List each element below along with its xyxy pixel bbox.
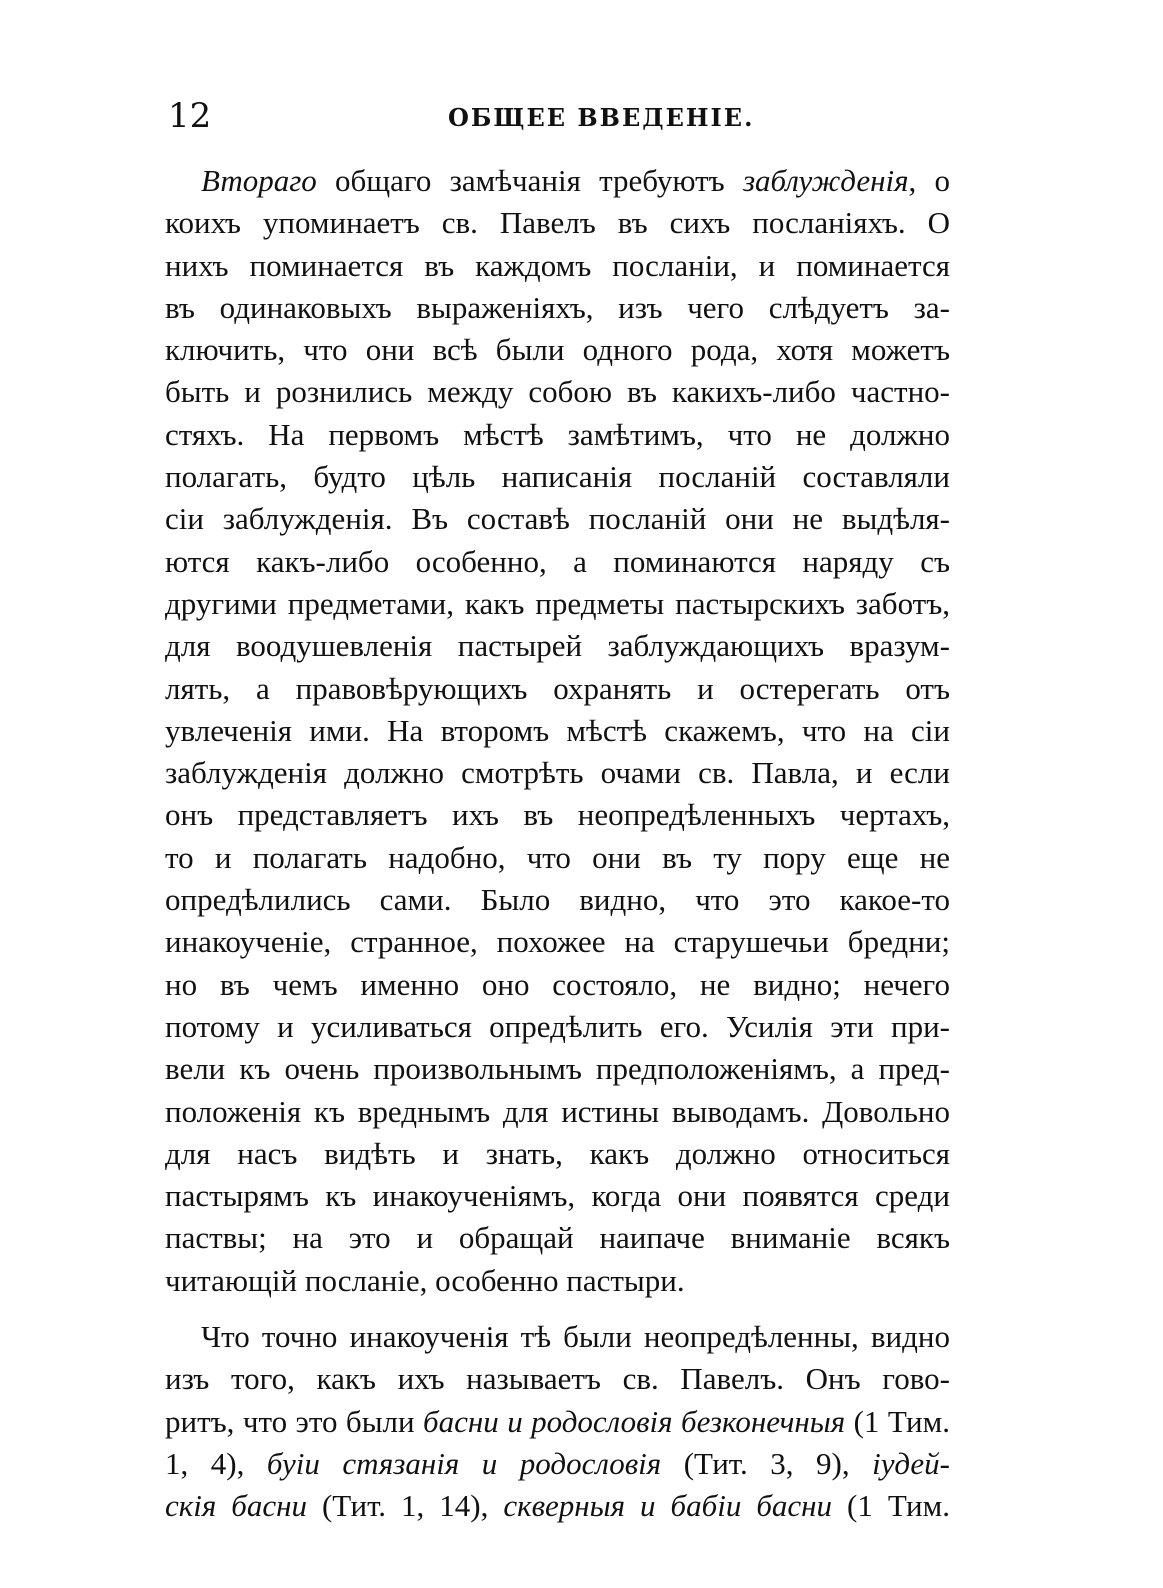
page-number: 12 (168, 96, 212, 136)
text-run: другими предметами, какъ предметы пастырскихъ заботъ, (165, 585, 950, 621)
text-run: пастырямъ къ инакоученіямъ, когда они появятся среди (165, 1178, 950, 1214)
text-line (165, 583, 950, 625)
text-line (165, 1316, 950, 1358)
text-line (165, 921, 950, 963)
paragraph-gap (165, 1302, 950, 1316)
running-head: ОБЩЕЕ ВВЕДЕНІЕ. (448, 103, 755, 132)
text-line (165, 245, 950, 287)
text-run: въ одинаковыхъ выраженіяхъ, изъ чего слѣдуетъ за- (165, 289, 950, 325)
text-run: то и полагать надобно, что они въ ту пору еще не (165, 839, 950, 875)
italic-text: буіи стязанія и родословія (266, 1445, 662, 1481)
italic-text: басни и родословія безконечныя (423, 1403, 846, 1439)
text-line (165, 668, 950, 710)
text-run: стяхъ. На первомъ мѣстѣ замѣтимъ, что не должно (165, 416, 950, 452)
body-text (165, 160, 950, 1528)
text-run: изъ того, какъ ихъ называетъ св. Павелъ. Онъ гово- (165, 1361, 950, 1397)
text-run: для воодушевленія пастырей заблуждающихъ вразум- (165, 628, 950, 664)
text-run: ются какъ-либо особенно, а поминаются наряду съ (165, 543, 950, 579)
text-run: паствы; на это и обращай наипаче вниманіе всякъ (165, 1220, 950, 1256)
paragraph (165, 160, 950, 1302)
text-line (165, 752, 950, 794)
text-line (165, 1443, 950, 1485)
text-line (165, 541, 950, 583)
text-run: инакоученіе, странное, похожее на старушечьи бредни; (165, 924, 950, 960)
text-run: положенія къ вреднымъ для истины выводамъ. Довольно (165, 1093, 950, 1129)
text-line (165, 1260, 950, 1302)
text-line (165, 1358, 950, 1400)
text-line (165, 414, 950, 456)
text-run: читающій посланіе, особенно пастыри. (165, 1262, 685, 1298)
text-run: общаго замѣчанія требуютъ (316, 163, 743, 198)
text-run: (1 Тим. (845, 1403, 950, 1439)
text-run: нихъ поминается въ каждомъ посланіи, и поминается (165, 247, 950, 283)
text-run: лять, а правовѣрующихъ охранять и остерегать отъ (165, 670, 950, 706)
text-line (165, 1175, 950, 1217)
text-run: (Тит. 3, 9), (661, 1445, 873, 1481)
text-run: Что точно инакоученія тѣ были неопредѣленны, видно (201, 1319, 950, 1355)
text-line (165, 1401, 950, 1443)
text-line (165, 202, 950, 244)
text-run: опредѣлились сами. Было видно, что это какое-то (165, 882, 950, 918)
italic-text: скія басни (165, 1488, 307, 1524)
text-line (165, 456, 950, 498)
text-line (165, 710, 950, 752)
text-run: (Тит. 1, 14), (307, 1488, 504, 1524)
text-line (165, 160, 950, 202)
text-line (165, 498, 950, 540)
text-run: для насъ видѣть и знать, какъ должно относиться (165, 1135, 950, 1171)
text-run: онъ представляетъ ихъ въ неопредѣленныхъ чертахъ, (165, 797, 950, 833)
text-run: увлеченія ими. На второмъ мѣстѣ скажемъ, что на сіи (165, 712, 950, 748)
paragraph (165, 1316, 950, 1527)
text-line (165, 287, 950, 329)
text-run: быть и рознились между собою въ какихъ-либо частно- (165, 374, 950, 410)
italic-text: заблужденія (742, 163, 909, 198)
text-run: ритъ, что это были (165, 1403, 424, 1439)
text-run: (1 Тим. (832, 1488, 950, 1524)
text-run: 1, 4), (165, 1445, 267, 1481)
text-line (165, 879, 950, 921)
text-line (165, 625, 950, 667)
text-run: потому и усиливаться опредѣлить его. Усилія эти при- (165, 1008, 950, 1044)
text-line (165, 1133, 950, 1175)
text-run: вели къ очень произвольнымъ предположеніямъ, а пред- (165, 1051, 950, 1087)
text-line (165, 329, 950, 371)
text-line (165, 1048, 950, 1090)
text-run: ключить, что они всѣ были одного рода, хотя можетъ (165, 332, 950, 368)
text-run: заблужденія должно смотрѣть очами св. Павла, и если (165, 755, 950, 791)
text-run: но въ чемъ именно оно состояло, не видно; нечего (165, 966, 950, 1002)
text-line (165, 964, 950, 1006)
page-header (168, 92, 948, 140)
text-run: полагать, будто цѣль написанія посланій составляли (165, 459, 950, 495)
text-line (165, 1485, 950, 1527)
text-line (165, 1091, 950, 1133)
italic-text: іудей- (872, 1445, 950, 1481)
italic-text: скверныя и бабіи басни (503, 1488, 833, 1524)
text-line (165, 1217, 950, 1259)
text-line (165, 371, 950, 413)
italic-text: Втораго (201, 163, 317, 198)
text-run: сіи заблужденія. Въ составѣ посланій они не выдѣля- (165, 501, 950, 537)
text-line (165, 794, 950, 836)
text-line (165, 1006, 950, 1048)
text-run: коихъ упоминаетъ св. Павелъ въ сихъ посланіяхъ. О (165, 205, 950, 241)
text-run: , о (908, 163, 950, 198)
text-line (165, 837, 950, 879)
